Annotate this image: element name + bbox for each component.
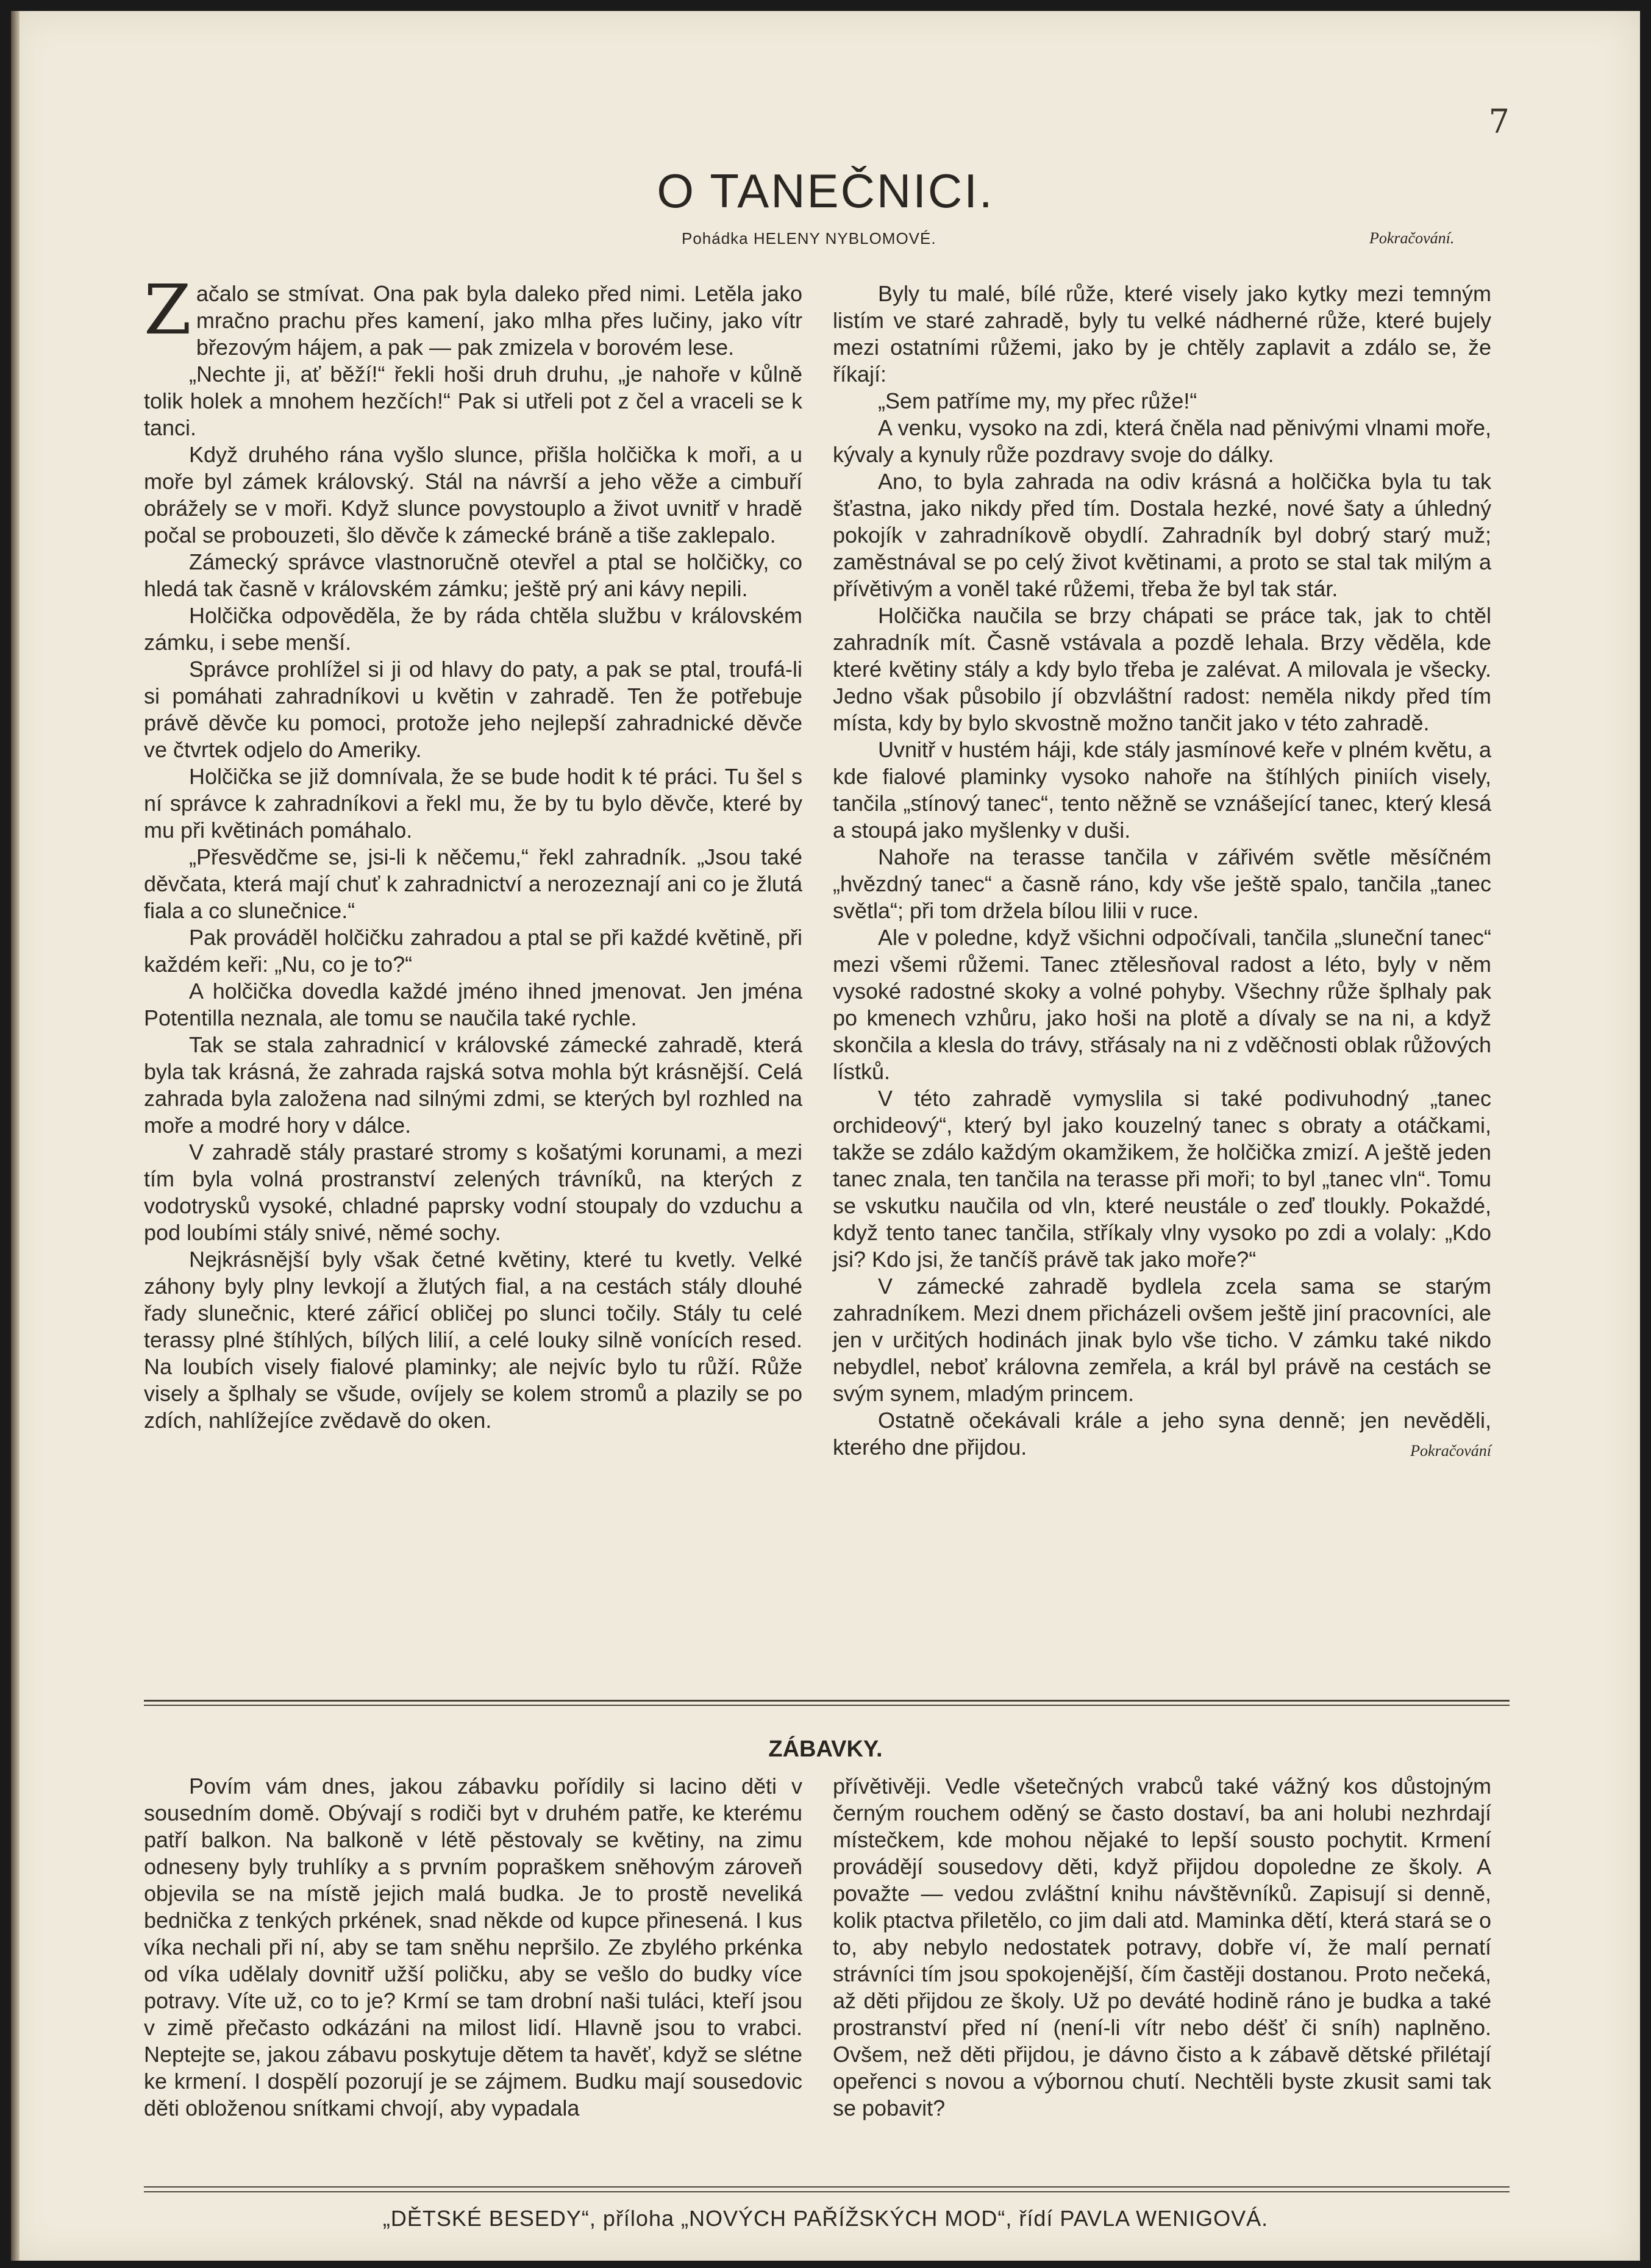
footer-imprint: „DĚTSKÉ BESEDY“, příloha „NOVÝCH PAŘÍŽSKÝCH MOD“, řídí PAVLA WENIGOVÁ. bbox=[382, 2206, 1269, 2231]
footer-divider bbox=[144, 2191, 1510, 2192]
story-paragraph: „Sem patříme my, my přec růže!“ bbox=[878, 388, 1197, 413]
story-paragraph: Holčička se již domnívala, že se bude hodit k té práci. Tu šel s ní správce k zahradníkovi a řekl mu, že by tu bylo děvče, které by mu při květinách pomáhalo. bbox=[144, 764, 802, 843]
story-paragraph: Ostatně očekávali krále a jeho syna denně; jen nevěděli, kterého dne přijdou. Pokračování bbox=[833, 1407, 1491, 1461]
story-paragraph: Holčička naučila se brzy chápati se práce tak, jak to chtěl zahradník mít. Časně vstávala a pozdě lehala. Brzy věděla, kde které květiny stály a kdy bylo třeba je zalévat. A milovala je všecky. Jedno však působilo jí obzvláštní radost: neměla nikdy před tím místa, kdy by bylo skvostně možno tančit jako v této zahradě. bbox=[833, 603, 1491, 735]
story-paragraph: „Nechte ji, ať běží!“ řekli hoši druh druhu, „je nahoře v kůlně tolik holek a mnohem hezčích!“ Pak si utřeli pot z čel a vraceli se k tanci. bbox=[144, 362, 802, 440]
continued-end-label: Pokračování bbox=[1410, 1442, 1491, 1460]
page-spine-shadow bbox=[11, 11, 20, 2261]
story-paragraph: Nahoře na terasse tančila v zářivém světle měsíčném „hvězdný tanec“ a časně ráno, kdy vše ještě spalo, tančila „tanec světla“; při tom držela bílou lilii v ruce. bbox=[833, 844, 1491, 923]
story-paragraph: Byly tu malé, bílé růže, které visely jako kytky mezi temným listím ve staré zahradě, byly tu velké nádherné růže, které bujely mezi ostatními růžemi, jako by je chtěly zaplavit a zdálo se, že říkají: bbox=[833, 281, 1491, 387]
zabavky-paragraph: Povím vám dnes, jakou zábavku pořídily si lacino děti v sousedním domě. Obývají s rodiči byt v druhém patře, ke kterému patří balkon. Na balkoně v létě pěstovaly se květiny, na zimu odneseny byly truhlíky a s prvním popraškem sněhovým zároveň objevila se na místě jejich malá budka. Je to prostě neveliká bednička z tenkých prkének, snad někde od kupce přinesená. I kus víka nechali při ní, aby se tam sněhu nepršilo. Ze zbylého prkénka od víka udělaly dovnitř užší poličku, aby se vešlo do budky více potravy. Víte už, co to je? Krmí se tam drobní naši tuláci, kteří jsou v zimě přečasto odkázáni na milost lidí. Hlavně jsou to vrabci. Neptejte se, jakou zábavu poskytuje dětem ta havěť, když se slétne ke krmení. I dospělí pozorují je se zájmem. Budku mají sousedovic děti obloženou snítkami chvojí, aby vypadala bbox=[144, 1774, 802, 2120]
story-paragraph: Zámecký správce vlastnoručně otevřel a ptal se holčičky, co hledá tak časně v královském zámku; ještě prý ani kávy nepili. bbox=[144, 549, 802, 601]
section-divider bbox=[144, 1705, 1510, 1706]
story-paragraph: Ano, to byla zahrada na odiv krásná a holčička byla tu tak šťastna, jako nikdy před tím. Dostala hezké, nové šaty a úhledný pokojík v zahradníkově obydlí. Zahradník byl dobrý starý muž; zaměstnával se po celý život květinami, a proto se stal tak milým a přívětivým a voněl také růžemi, třeba že byl tak stár. bbox=[833, 469, 1491, 601]
story-subtitle: Pohádka HELENY NYBLOMOVÉ. bbox=[682, 229, 936, 248]
story-paragraph: Nejkrásnější byly však četné květiny, které tu kvetly. Velké záhony byly plny levkojí a žlutých fial, a na cestách stály dlouhé řady slunečnic, které zářicí obličej po slunci točily. Stály tu celé terassy plné štíhlých, bílých lilií, a celé louky silně vonících resed. Na loubích visely fialové plaminky; ale nejvíc bylo tu růží. Růže visely a šplhaly se všude, ovíjely se kolem stromů a plazily se po zdích, nahlížejíce zvědavě do oken. bbox=[144, 1247, 802, 1433]
footer-divider bbox=[144, 2186, 1510, 2188]
story-paragraph: Tak se stala zahradnicí v královské zámecké zahradě, která byla tak krásná, že zahrada rajská sotva mohla být krásnější. Celá zahrada byla založena nad silnými zdmi, se kterých byl rozhled na moře a modré hory v dálce. bbox=[144, 1032, 802, 1138]
section-divider bbox=[144, 1700, 1510, 1702]
story-paragraph: A venku, vysoko na zdi, která čněla nad pěnivými vlnami moře, kývaly a kynuly růže pozdravy svoje do dálky. bbox=[833, 415, 1491, 467]
story-column-right bbox=[833, 280, 1491, 1464]
story-paragraph: V zámecké zahradě bydlela zcela sama se starým zahradníkem. Mezi dnem přicházeli ovšem ještě jiní pracovníci, ale jen v určitých hodinách jinak bylo vše ticho. V zámku také nikdo nebydlel, neboť královna zemřela, a král byl právě na cestách se svým synem, mladým princem. bbox=[833, 1274, 1491, 1406]
story-paragraph: Holčička odpověděla, že by ráda chtěla službu v královském zámku, i sebe menší. bbox=[144, 603, 802, 655]
zabavky-paragraph: přívětivěji. Vedle všetečných vrabců také vážný kos důstojným černým rouchem oděný se často dostaví, ba ani holubi nezhrdají místečkem, kde mohou nějaké to lepší sousto pochytit. Krmení provádějí sousedovy děti, když přijdou dopoledne ze školy. A považte — vedou zvláštní knihu návštěvníků. Zapisují si denně, kolik ptactva přiletělo, co jim dali atd. Maminka dětí, která stará se o to, aby nebylo nedostatek potravy, dobře ví, že malí pernatí strávníci tím jsou spokojenější, čím častěji dostanou. Proto nečeká, až děti přijdou ze školy. Už po deváté hodině ráno je budka a také prostranství před ní (není-li vítr nebo déšť či sníh) naplněno. Ovšem, než děti přijdou, je dávno čisto a k zábavě dětské přilétají opeřenci s novou a výbornou chutí. Nechtěli byste zkusit sami tak se pobavit? bbox=[833, 1774, 1491, 2120]
zabavky-column-right bbox=[833, 1773, 1491, 2122]
magazine-page bbox=[11, 11, 1640, 2261]
story-paragraph: Pak prováděl holčičku zahradou a ptal se při každé květině, při každém keři: „Nu, co je to?“ bbox=[144, 925, 802, 977]
story-paragraph: Uvnitř v hustém háji, kde stály jasmínové keře v plném květu, a kde fialové plaminky vysoko nahoře na štíhlých piniích visely, tančila „stínový tanec“, tento něžně se vznášející tanec, který klesá a stoupá jako myšlenky v duši. bbox=[833, 737, 1491, 843]
story-paragraph: V zahradě stály prastaré stromy s košatými korunami, a mezi tím byla volná prostranství zelených trávníků, na kterých z vodotrysků vysoké, chladné paprsky vodní stoupaly do vzduchu a pod loubími stály snivé, němé sochy. bbox=[144, 1139, 802, 1245]
story-column-left bbox=[144, 271, 802, 1434]
zabavky-column-left bbox=[144, 1773, 802, 2122]
story-title: O TANEČNICI. bbox=[657, 164, 994, 218]
story-paragraph: Když druhého rána vyšlo slunce, přišla holčička k moři, a u moře byl zámek královský. Stál na návrší a jeho věže a cimbuří obrážely se v moři. Když slunce povystouplo a život uvnitř v hradě počal se probouzeti, šlo děvče k zámecké bráně a tiše zaklepalo. bbox=[144, 442, 802, 547]
drop-cap: Z bbox=[144, 271, 191, 350]
story-paragraph: Správce prohlížel si ji od hlavy do paty, a pak se ptal, troufá-li si pomáhati zahradníkovi u květin v zahradě. Ten že potřebuje právě děvče ku pomoci, protože jeho nejlepší zahradnické děvče ve čtvrtek odjelo do Ameriky. bbox=[144, 657, 802, 762]
story-paragraph: A holčička dovedla každé jméno ihned jmenovat. Jen jména Potentilla neznala, ale tomu se naučila také rychle. bbox=[144, 979, 802, 1030]
page-number: 7 bbox=[1488, 102, 1510, 141]
story-paragraph: Začalo se stmívat. Ona pak byla daleko před nimi. Letěla jako mračno prachu přes kamení, jako mlha přes lučiny, jako vítr březovým hájem, a pak — pak zmizela v borovém lese. bbox=[144, 271, 802, 360]
section-title: ZÁBAVKY. bbox=[768, 1736, 883, 1762]
story-paragraph: Ale v poledne, když všichni odpočívali, tančila „sluneční tanec“ mezi všemi růžemi. Tanec ztělesňoval radost a léto, byly v něm vysoké radostné skoky a volné pohyby. Všechny růže šplhaly pak po kmenech vzhůru, jako hoši na plotě a dívaly se na ni, a když skončila a klesla do trávy, střásaly na ni z vděčnosti oblak růžových lístků. bbox=[833, 925, 1491, 1084]
continued-label: Pokračování. bbox=[1369, 229, 1455, 247]
story-paragraph: „Přesvědčme se, jsi-li k něčemu,“ řekl zahradník. „Jsou také děvčata, která mají chuť k zahradnictví a nerozeznají ani co je žlutá fiala a co slunečnice.“ bbox=[144, 844, 802, 923]
story-paragraph: V této zahradě vymyslila si také podivuhodný „tanec orchideový“, který byl jako kouzelný tanec s obraty a otáčkami, takže se zdálo každým okamžikem, že holčička zmizí. A ještě jeden tanec znala, ten tančila na terasse při moři; to byl „tanec vln“. Tomu se vskutku naučila od vln, které neustále o zeď tloukly. Pokaždé, když tento tanec tančila, stříkaly vlny vysoko po zdi a volaly: „Kdo jsi? Kdo jsi, že tančíš právě tak jako moře?“ bbox=[833, 1086, 1491, 1272]
